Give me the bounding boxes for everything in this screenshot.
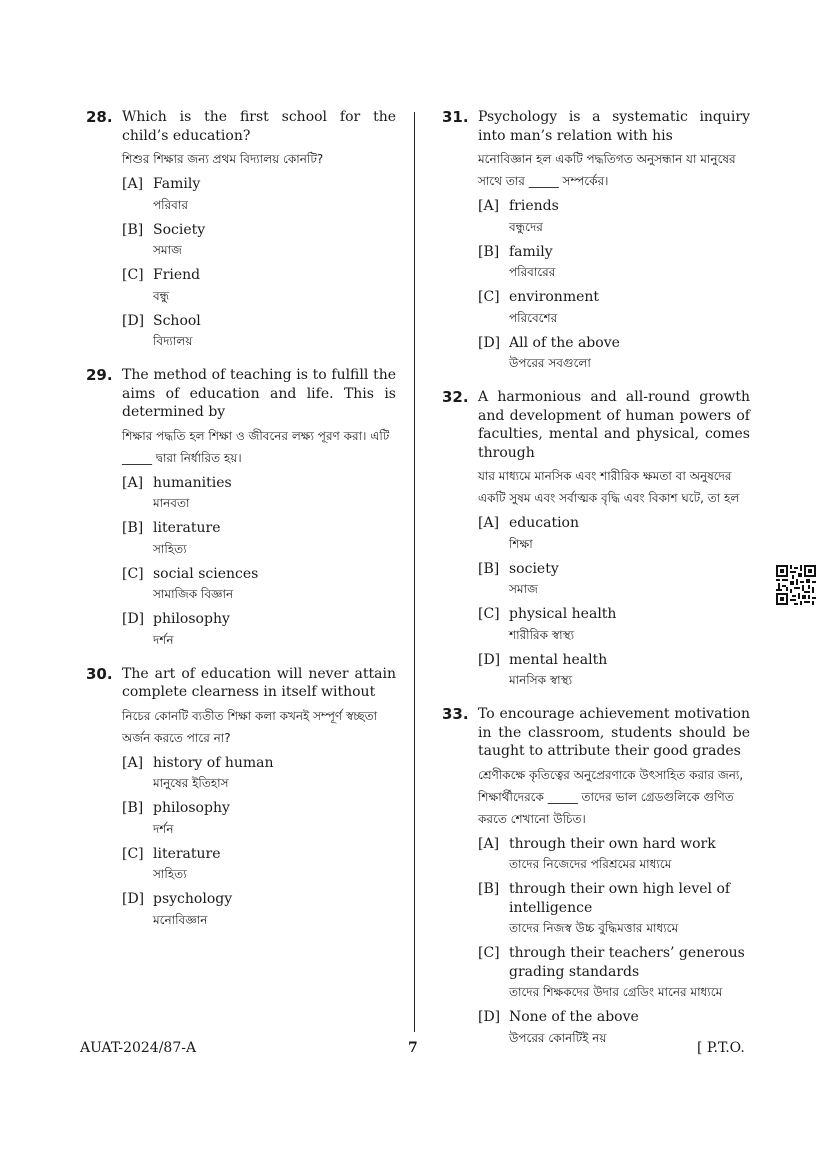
question-text-bn: শিক্ষার পদ্ধতি হল শিক্ষা ও জীবনের লক্ষ্য পূরণ করা। এটি _____ দ্বারা নির্ধারিত হয়।: [122, 428, 390, 465]
option-b: [122, 799, 396, 840]
option-text-en: philosophy: [153, 800, 230, 816]
question-31: [442, 108, 750, 374]
option-d: [478, 651, 750, 692]
question-number: 30.: [86, 664, 113, 683]
please-turn-over: [ P.T.O.: [697, 1040, 745, 1056]
question-33: [442, 705, 750, 1049]
option-text-en: literature: [153, 845, 221, 862]
option-key: [D]: [122, 611, 145, 627]
option-key: [B]: [122, 221, 144, 238]
question-text-bn: যার মাধ্যমে মানসিক এবং শারীরিক ক্ষমতা বা অনুষদের একটি সুষম এবং সর্বাত্মক বৃদ্ধি এবং বিকাশ ঘটে, তা হল: [478, 469, 740, 505]
option-key: [A]: [122, 176, 144, 192]
option-text-bn: মানবতা: [153, 496, 190, 510]
option-c: [122, 845, 396, 886]
option-a: [478, 835, 750, 876]
option-c: [122, 266, 396, 307]
option-text-en: social sciences: [153, 565, 259, 582]
option-text-bn: বিদ্যালয়: [153, 334, 193, 348]
option-d: [478, 334, 750, 375]
option-text-bn: বন্ধুদের: [509, 219, 543, 234]
question-number: 28.: [86, 108, 113, 126]
option-key: [C]: [478, 606, 500, 622]
option-text-en: through their teachers’ generous grading standards: [509, 945, 745, 980]
option-text-en: society: [509, 560, 559, 577]
option-text-bn: সাহিত্য: [153, 541, 187, 556]
option-text-en: physical health: [509, 606, 617, 622]
option-text-en: literature: [153, 520, 221, 536]
left-column: [86, 108, 396, 931]
option-text-bn: দর্শন: [153, 632, 174, 647]
option-text-en: family: [509, 243, 553, 260]
option-text-bn: সামাজিক বিজ্ঞান: [153, 587, 234, 601]
option-text-en: education: [509, 515, 579, 531]
question-text-en: A harmonious and all-round growth and development of human powers of faculties, mental and physical, comes through: [478, 389, 750, 461]
option-b: [478, 560, 750, 601]
option-text-en: environment: [509, 289, 600, 305]
question-number: 32.: [442, 388, 469, 406]
question-text-en: To encourage achievement motivation in the classroom, students should be taught to attribute their good grades: [478, 706, 750, 759]
option-d: [122, 312, 396, 353]
qr-code-icon: [776, 565, 816, 605]
option-key: [A]: [478, 198, 500, 214]
option-key: [A]: [122, 474, 144, 491]
option-text-bn: উপরের সবগুলো: [509, 356, 591, 370]
option-text-bn: উপরের কোনটিই নয়: [509, 1030, 607, 1045]
option-text-bn: দর্শন: [153, 821, 174, 836]
option-a: [122, 754, 396, 795]
option-text-en: None of the above: [509, 1009, 639, 1025]
option-text-bn: তাদের নিজস্ব উচ্চ বুদ্ধিমত্তার মাধ্যমে: [509, 921, 679, 935]
option-text-en: humanities: [153, 474, 232, 491]
option-text-bn: মানসিক স্বাস্থ্য: [509, 673, 573, 687]
option-text-bn: তাদের নিজেদের পরিশ্রমের মাধ্যমে: [509, 857, 672, 871]
question-text-en: The art of education will never attain complete clearness in itself without: [122, 665, 396, 700]
option-text-bn: বন্ধু: [153, 288, 170, 303]
question-text-bn: নিচের কোনটি ব্যতীত শিক্ষা কলা কখনই সম্পূর্ণ স্বচ্ছতা অর্জন করতে পারে না?: [122, 708, 378, 745]
option-text-bn: পরিবার: [153, 197, 188, 212]
option-key: [D]: [122, 312, 145, 329]
option-a: [122, 175, 396, 216]
right-column: [442, 108, 750, 1049]
option-key: [B]: [478, 560, 500, 577]
option-key: [C]: [478, 945, 500, 961]
option-b: [122, 221, 396, 262]
option-b: [478, 243, 750, 284]
option-text-en: Society: [153, 221, 206, 238]
option-key: [D]: [478, 334, 501, 351]
option-text-en: through their own hard work: [509, 835, 716, 852]
option-text-bn: সাহিত্য: [153, 867, 187, 881]
question-28: [86, 108, 396, 352]
option-key: [A]: [478, 835, 500, 852]
option-a: [122, 474, 396, 515]
option-d: [122, 890, 396, 931]
option-text-bn: মনোবিজ্ঞান: [153, 912, 208, 927]
option-key: [B]: [122, 800, 144, 816]
option-text-bn: সমাজ: [153, 243, 182, 257]
option-text-bn: শিক্ষা: [509, 536, 533, 551]
question-30: [86, 665, 396, 931]
column-divider: [414, 112, 415, 1032]
option-text-bn: মানুষের ইতিহাস: [153, 776, 229, 790]
question-text-bn: শিশুর শিক্ষার জন্য প্রথম বিদ্যালয় কোনটি?: [122, 152, 324, 166]
option-b: [478, 880, 750, 939]
question-29: [86, 366, 396, 651]
paper-code: AUAT-2024/87-A: [80, 1040, 197, 1056]
option-key: [A]: [478, 515, 500, 531]
option-key: [C]: [122, 267, 144, 283]
option-text-en: through their own high level of intelligence: [509, 881, 731, 916]
option-text-en: psychology: [153, 891, 233, 907]
option-c: [478, 944, 750, 1003]
option-key: [C]: [122, 845, 144, 862]
option-text-en: mental health: [509, 651, 608, 668]
question-32: [442, 388, 750, 691]
option-text-en: All of the above: [509, 334, 620, 351]
option-text-en: history of human: [153, 754, 274, 771]
option-key: [C]: [122, 565, 144, 582]
question-text-bn: মনোবিজ্ঞান হল একটি পদ্ধতিগত অনুসন্ধান যা মানুষের সাথে তার _____ সম্পর্কের।: [478, 152, 736, 188]
option-a: [478, 514, 750, 555]
option-key: [B]: [478, 243, 500, 260]
option-d: [122, 610, 396, 651]
option-text-en: School: [153, 312, 201, 329]
option-text-en: Family: [153, 176, 201, 192]
question-number: 29.: [86, 366, 113, 384]
option-text-bn: পরিবেশের: [509, 310, 558, 325]
option-text-bn: পরিবারের: [509, 265, 556, 279]
option-a: [478, 197, 750, 238]
option-text-en: philosophy: [153, 611, 230, 627]
option-key: [B]: [478, 881, 500, 897]
option-c: [478, 288, 750, 329]
question-text-en: Which is the first school for the child’s education?: [122, 109, 396, 144]
option-c: [478, 605, 750, 646]
option-key: [D]: [478, 651, 501, 668]
option-key: [B]: [122, 520, 144, 536]
option-key: [D]: [478, 1009, 501, 1025]
question-text-en: The method of teaching is to fulfill the aims of education and life. This is determined by: [122, 367, 396, 420]
option-text-bn: শারীরিক স্বাস্থ্য: [509, 627, 575, 642]
option-c: [122, 565, 396, 606]
option-text-bn: তাদের শিক্ষকদের উদার গ্রেডিং মানের মাধ্যমে: [509, 985, 723, 999]
option-key: [C]: [478, 289, 500, 305]
option-key: [D]: [122, 891, 145, 907]
question-text-bn: শ্রেণীকক্ষে কৃতিত্বের অনুপ্রেরণাকে উৎসাহিত করার জন্য, শিক্ষার্থীদেরকে _____ তাদের ভাল গ্রেডগুলিকে গুণিত করতে শেখানো উচিত।: [478, 767, 744, 826]
option-text-bn: সমাজ: [509, 582, 538, 596]
page-number: 7: [408, 1040, 418, 1056]
option-b: [122, 519, 396, 560]
option-text-en: friends: [509, 198, 559, 214]
question-text-en: Psychology is a systematic inquiry into man’s relation with his: [478, 109, 750, 144]
question-number: 31.: [442, 108, 469, 126]
option-key: [A]: [122, 754, 144, 771]
question-number: 33.: [442, 705, 469, 723]
option-text-en: Friend: [153, 267, 201, 283]
